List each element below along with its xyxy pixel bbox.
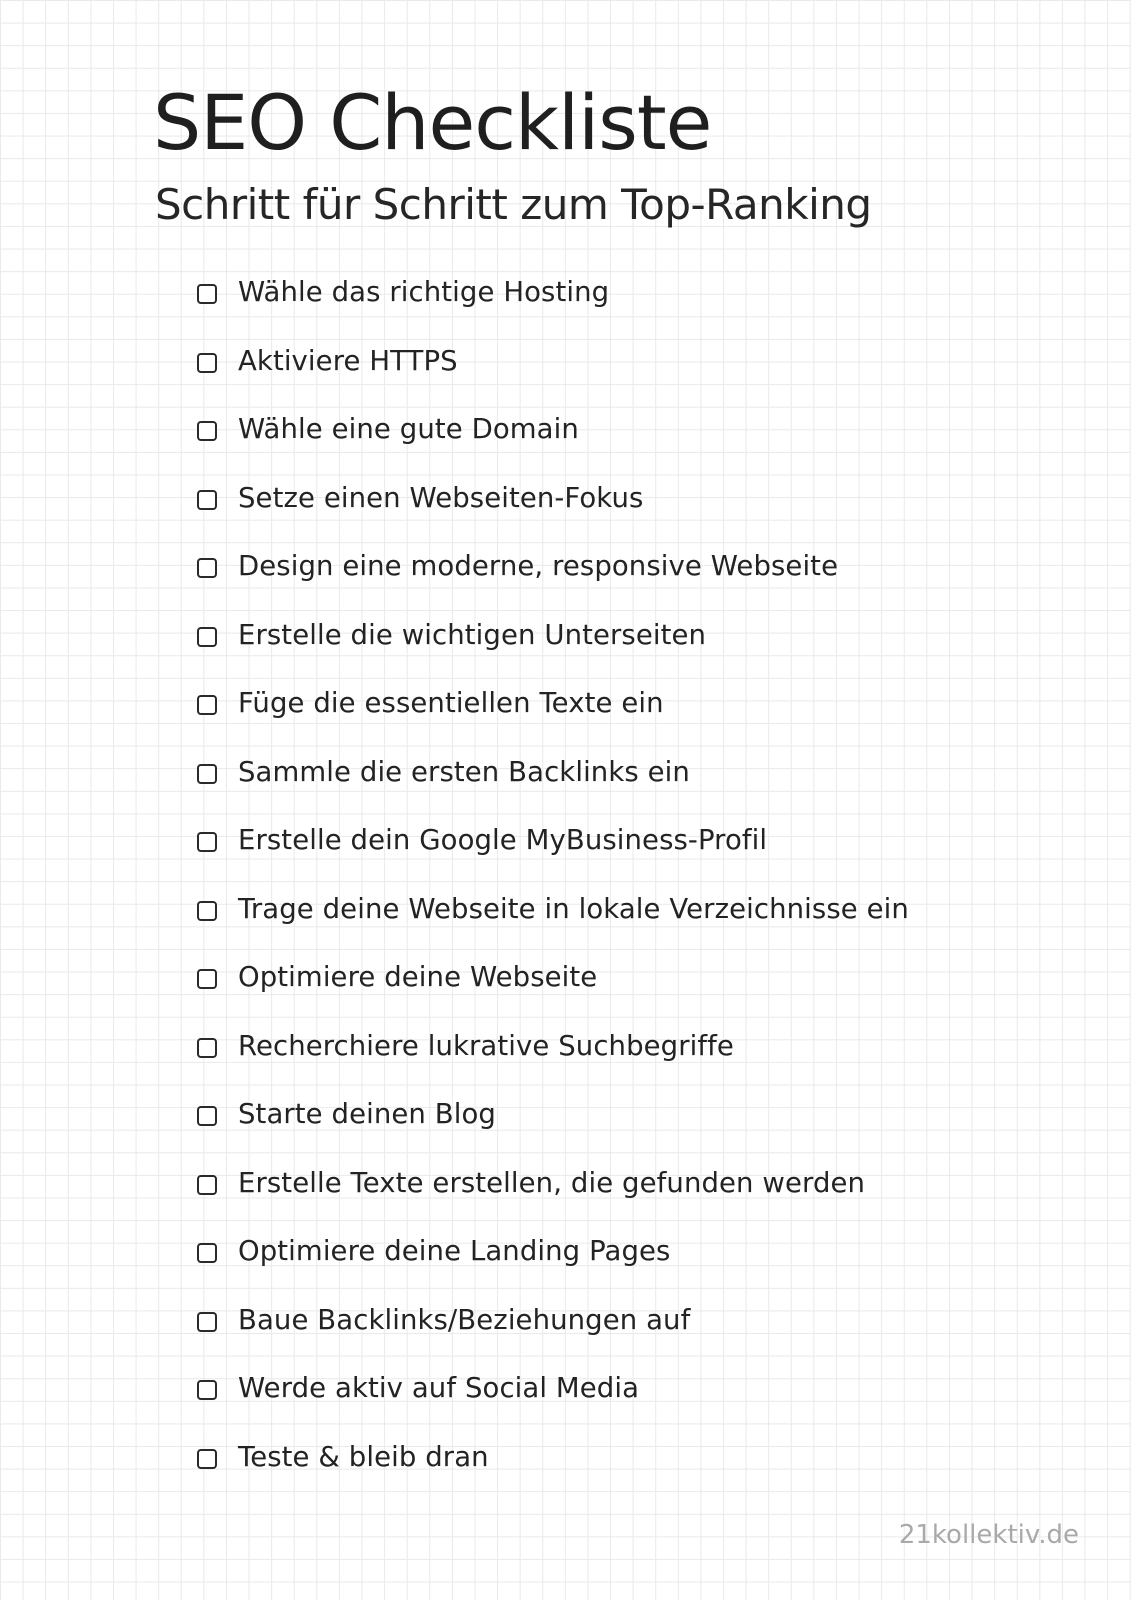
checklist-item-label: Werde aktiv auf Social Media (238, 1372, 640, 1404)
checkbox[interactable] (197, 764, 217, 784)
checklist-item (197, 1165, 909, 1234)
checklist-item-label: Erstelle dein Google MyBusiness-Profil (238, 824, 768, 856)
checkbox[interactable] (197, 1175, 217, 1195)
seo-checklist (197, 274, 909, 1507)
checklist-item-label: Füge die essentiellen Texte ein (238, 687, 664, 719)
checkbox[interactable] (197, 284, 217, 304)
checklist-item-label: Optimiere deine Webseite (238, 961, 598, 993)
checklist-item-label: Trage deine Webseite in lokale Verzeichnisse ein (238, 892, 909, 925)
checkbox[interactable] (197, 695, 217, 715)
checklist-item-label: Baue Backlinks/Beziehungen auf (238, 1303, 691, 1336)
checklist-item (197, 959, 909, 1028)
checklist-item (197, 1302, 909, 1371)
checklist-item (197, 343, 909, 412)
checkbox[interactable] (197, 1380, 217, 1400)
checklist-item (197, 617, 909, 686)
checkbox[interactable] (197, 1038, 217, 1058)
checkbox[interactable] (197, 353, 217, 373)
checklist-item-label: Sammle die ersten Backlinks ein (238, 755, 690, 788)
checkbox[interactable] (197, 490, 217, 510)
brand-website-text: 21kollektiv.de (898, 1520, 1079, 1550)
checklist-item-label: Wähle eine gute Domain (238, 413, 579, 445)
checklist-item (197, 1028, 909, 1097)
checkbox[interactable] (197, 627, 217, 647)
checklist-item (197, 274, 909, 343)
checklist-item (197, 754, 909, 823)
checkbox[interactable] (197, 421, 217, 441)
checklist-item (197, 891, 909, 960)
checkbox[interactable] (197, 1312, 217, 1332)
checkbox[interactable] (197, 1106, 217, 1126)
checklist-item (197, 1233, 909, 1302)
checkbox[interactable] (197, 1449, 217, 1469)
checklist-item (197, 480, 909, 549)
checklist-item-label: Setze einen Webseiten-Fokus (238, 481, 644, 514)
checklist-item-label: Erstelle die wichtigen Unterseiten (238, 618, 707, 651)
checklist-item-label: Optimiere deine Landing Pages (238, 1235, 671, 1267)
checklist-item (197, 1439, 909, 1508)
checklist-item (197, 1096, 909, 1165)
checkbox[interactable] (197, 1243, 217, 1263)
checklist-item-label: Teste & bleib dran (238, 1440, 489, 1473)
page-title: SEO Checkliste (153, 78, 712, 167)
checkbox[interactable] (197, 832, 217, 852)
checkbox[interactable] (197, 901, 217, 921)
checklist-item-label: Erstelle Texte erstellen, die gefunden werden (238, 1166, 866, 1199)
checklist-item (197, 685, 909, 754)
checklist-item (197, 822, 909, 891)
checklist-item (197, 1370, 909, 1439)
checklist-item (197, 411, 909, 480)
checklist-item-label: Starte deinen Blog (238, 1098, 496, 1130)
checklist-item-label: Aktiviere HTTPS (238, 344, 458, 377)
checkbox[interactable] (197, 969, 217, 989)
checklist-item-label: Design eine moderne, responsive Webseite (238, 550, 839, 582)
checklist-item (197, 548, 909, 617)
checklist-item-label: Wähle das richtige Hosting (238, 276, 610, 308)
checkbox[interactable] (197, 558, 217, 578)
page-subtitle: Schritt für Schritt zum Top-Ranking (155, 180, 872, 229)
checklist-item-label: Recherchiere lukrative Suchbegriffe (238, 1029, 734, 1062)
